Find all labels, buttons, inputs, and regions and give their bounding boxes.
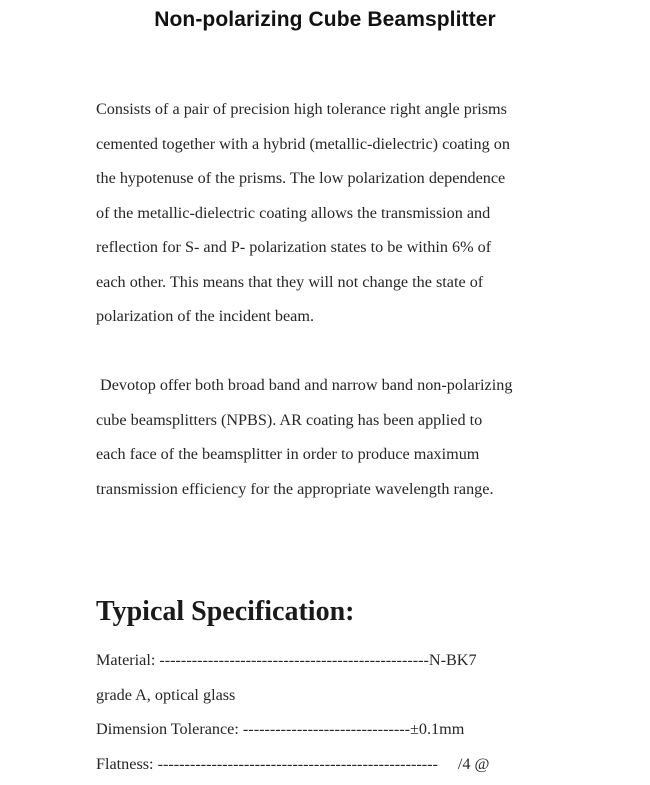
description-paragraph (96, 92, 566, 334)
spec-heading: Typical Specification: (96, 596, 355, 627)
page-title: Non-polarizing Cube Beamsplitter (154, 8, 496, 31)
spec-material: Material: --------------------------------------------------N-BK7 (96, 651, 477, 669)
spec-material-continuation: grade A, optical glass (96, 685, 236, 704)
paragraph-line: of the metallic-dielectric coating allows the transmission and (96, 203, 491, 222)
spec-flatness-value: /4 @ (457, 754, 490, 773)
paragraph-line: Devotop offer both broad band and narrow band non-polarizing (96, 376, 513, 394)
paragraph-line: Consists of a pair of precision high tolerance right angle prisms (96, 100, 507, 118)
product-paragraph (96, 368, 566, 506)
paragraph-line: cemented together with a hybrid (metallic-dielectric) coating on (96, 134, 510, 153)
paragraph-line: the hypotenuse of the prisms. The low polarization dependence (96, 169, 506, 187)
spec-dimension-tolerance: Dimension Tolerance: -------------------------------±0.1mm (96, 720, 465, 738)
paragraph-line: reflection for S- and P- polarization states to be within 6% of (96, 238, 492, 256)
spec-flatness-label: Flatness: ---------------------------------------------------- (96, 754, 438, 773)
paragraph-line: transmission efficiency for the appropriate wavelength range. (96, 479, 494, 498)
paragraph-line: each face of the beamsplitter in order to produce maximum (96, 445, 480, 463)
paragraph-line: each other. This means that they will not change the state of (96, 272, 484, 291)
spec-list (96, 643, 489, 781)
spec-flatness (96, 747, 489, 782)
paragraph-line: polarization of the incident beam. (96, 307, 315, 325)
paragraph-line: cube beamsplitters (NPBS). AR coating has been applied to (96, 410, 483, 429)
